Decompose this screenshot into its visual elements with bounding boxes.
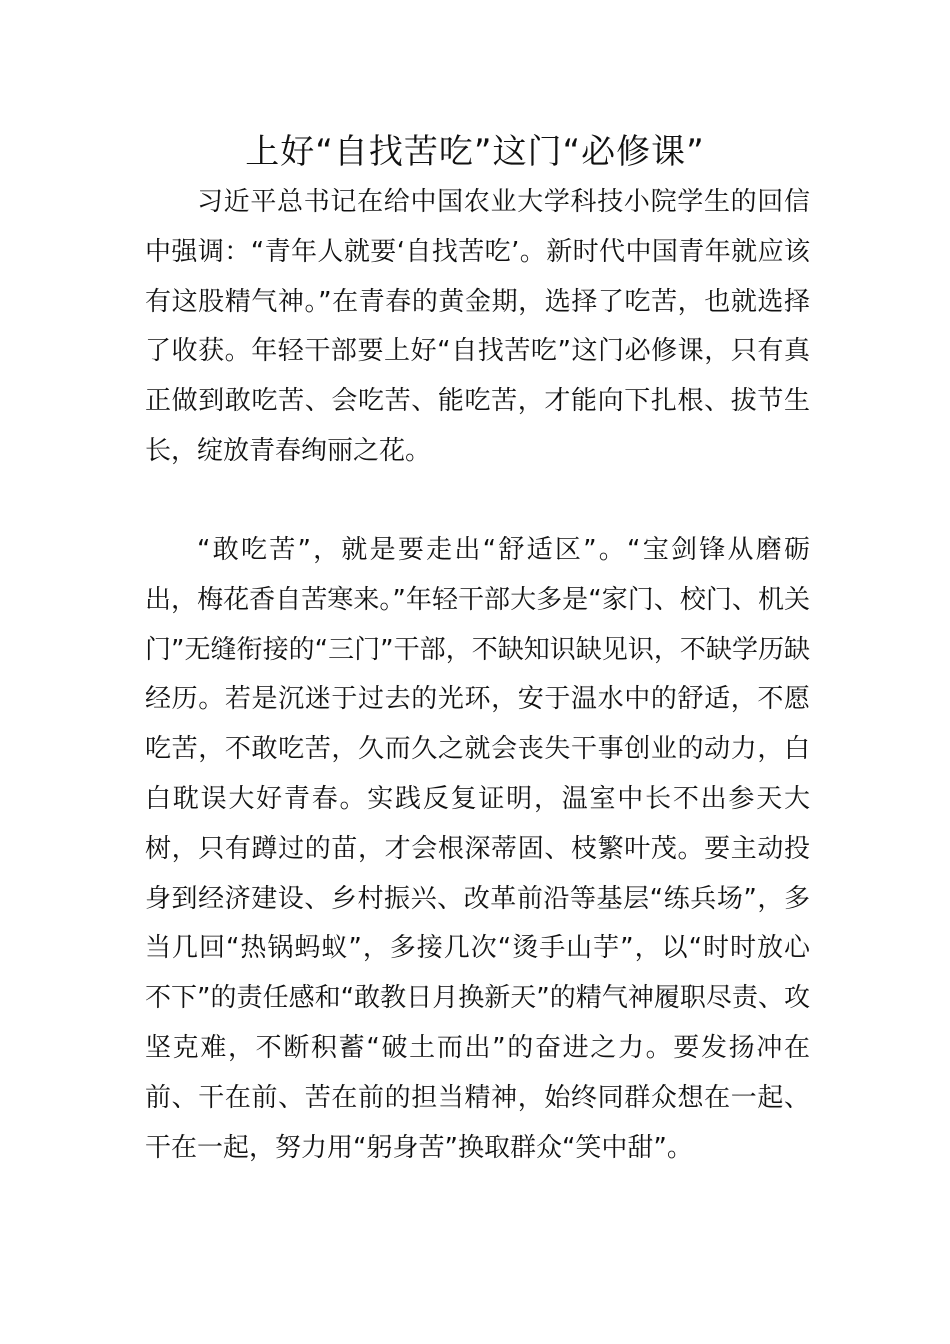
paragraph-intro: 习近平总书记在给中国农业大学科技小院学生的回信中强调：“青年人就要‘自找苦吃’。新时代中国青年就应该有这股精气神。”在青春的黄金期，选择了吃苦，也就选择了收获。年轻干部要上好“自找苦吃”这门必修课，只有真正做到敢吃苦、会吃苦、能吃苦，才能向下扎根、拔节生长，绽放青春绚丽之花。 — [145, 187, 810, 466]
paragraph-dare-to-endure: “敢吃苦”，就是要走出“舒适区”。“宝剑锋从磨砺出，梅花香自苦寒来。”年轻干部大多是“家门、校门、机关门”无缝衔接的“三门”干部，不缺知识缺见识，不缺学历缺经历。若是沉迷于过去的光环，安于温水中的舒适，不愿吃苦，不敢吃苦，久而久之就会丧失干事创业的动力，白白耽误大好青春。实践反复证明，温室中长不出参天大树，只有蹲过的苗，才会根深蒂固、枝繁叶茂。要主动投身到经济建设、乡村振兴、改革前沿等基层“练兵场”，多当几回“热锅蚂蚁”，多接几次“烫手山芋”，以“时时放心不下”的责任感和“敢教日月换新天”的精气神履职尽责、攻坚克难，不断积蓄“破土而出”的奋进之力。要发扬冲在前、干在前、苦在前的担当精神，始终同群众想在一起、干在一起，努力用“躬身苦”换取群众“笑中甜”。 — [145, 535, 810, 1163]
document-title: 上好“自找苦吃”这门“必修课” — [245, 132, 705, 172]
